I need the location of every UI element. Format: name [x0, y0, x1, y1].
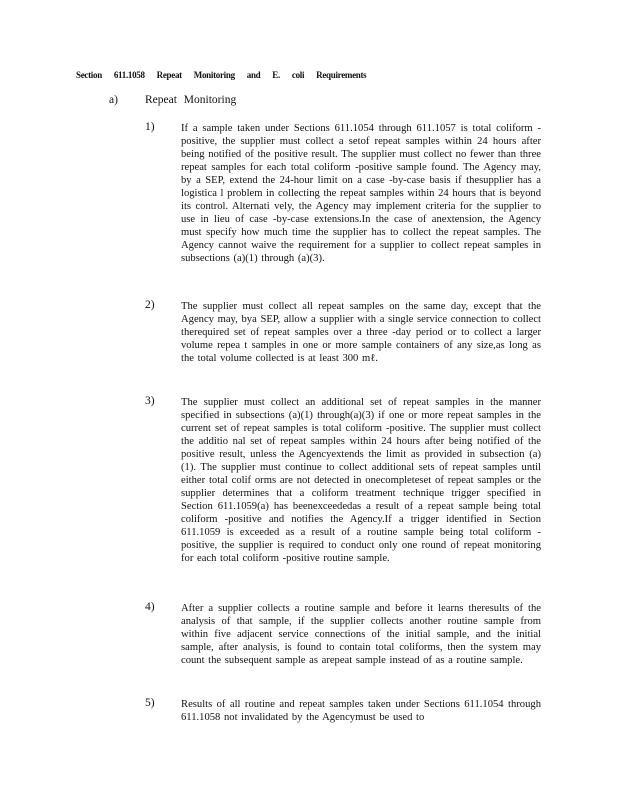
subsection-title: Repeat Monitoring [145, 94, 237, 106]
item-paragraph: Results of all routine and repeat samples taken under Sections 611.1054 through 611.1058 not invalidated by the Agencymust be used to [181, 699, 541, 723]
item-paragraph: If a sample taken under Sections 611.1054 through 611.1057 is total coliform -positive, the supplier must collect a setof repeat samples within 24 hours after being notified of the positive result. The supplier must collect no fewer than three repeat samples for each total coliform -positive sample found. The Agency may, by a SEP, extend the 24-hour limit on a case -by-case basis if thesupplier has a logistica l problem in collecting the repeat samples within 24 hours that is beyond its control. Alternati vely, the Agency may implement criteria for the supplier to use in lieu of case -by-case extensions.In the case of anextension, the Agency must specify how much time the supplier has to collect the repeat samples. The Agency cannot waive the requirement for a supplier to collect repeat samples in subsections (a)(1) through (a)(3). [181, 123, 541, 264]
item-number: 4) [145, 601, 155, 613]
subsection-label: a) [109, 94, 118, 106]
item-paragraph: After a supplier collects a routine sample and before it learns theresults of the analysis of that sample, if the supplier collects another routine sample from within five adjacent service connections of the initial sample, and the initial sample, after analysis, is found to contain total coliforms, then the system may count the subsequent sample as arepeat sample instead of as a routine sample. [181, 603, 541, 666]
item-number: 1) [145, 121, 155, 133]
item-paragraph: The supplier must collect an additional set of repeat samples in the manner specified in subsections (a)(1) through(a)(3) if one or more repeat samples in the current set of repeat samples is total coliform -positive. The supplier must collect the additio nal set of repeat samples within 24 hours after being notified of the positive result, unless the Agencyextends the limit as provided in subsection (a)(1). The supplier must continue to collect additional sets of repeat samples until either total colif orms are not detected in onecompleteset of repeat samples or the supplier determines that a coliform treatment technique trigger specified in Section 611.1059(a) has beenexceededas a result of a repeat sample being total coliform -positive and notifies the Agency.If a trigger identified in Section 611.1059 is exceeded as a result of a routine sample being total coliform -positive, the supplier is required to conduct only one round of repeat monitoring for each total coliform -positive routine sample. [181, 397, 541, 564]
item-number: 2) [145, 299, 155, 311]
section-heading: Section 611.1058 Repeat Monitoring and E. coli Requirements [76, 70, 367, 80]
item-number: 5) [145, 697, 155, 709]
item-number: 3) [145, 395, 155, 407]
item-paragraph: The supplier must collect all repeat samples on the same day, except that the Agency may, bya SEP, allow a supplier with a single service connection to collect therequired set of repeat samples over a three -day period or to collect a larger volume repea t samples in one or more sample containers of any size,as long as the total volume collected is at least 300 mℓ. [181, 301, 541, 364]
